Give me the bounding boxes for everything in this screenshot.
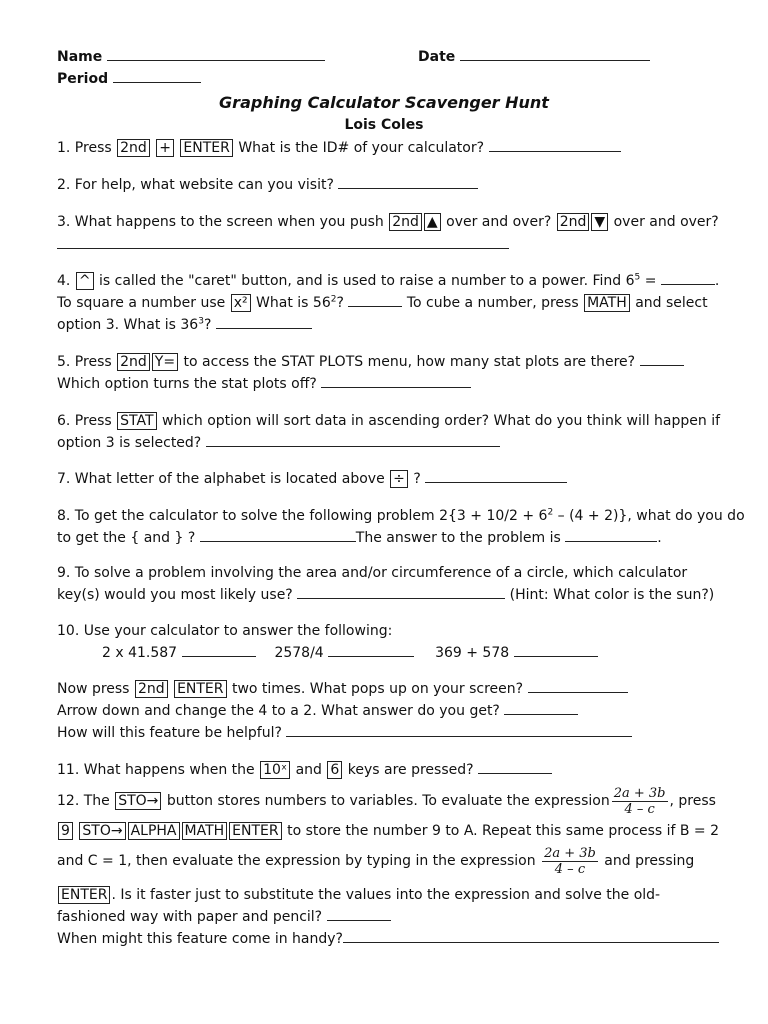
question-3: [57, 213, 719, 231]
q11-text-3: keys are pressed?: [347, 762, 474, 778]
answer-blank[interactable]: [216, 316, 312, 329]
key-alpha: ALPHA: [128, 822, 180, 840]
q3-answer-line: [57, 236, 509, 254]
q7-text: 7. What letter of the alphabet is located above: [57, 471, 385, 487]
exponent: 3: [198, 316, 204, 327]
question-4-line-3: [57, 316, 312, 334]
date-blank[interactable]: [460, 48, 650, 61]
answer-blank[interactable]: [328, 644, 414, 657]
problem-2: 2578/4: [274, 645, 324, 661]
question-12-line-4: [57, 886, 660, 904]
q8-text-4: The answer to the problem is: [355, 530, 561, 546]
exponent: 5: [634, 272, 641, 283]
q4-text-2: is called the "caret" button, and is used to raise a number to a power. Find 6: [99, 273, 635, 289]
key-enter: ENTER: [58, 886, 110, 904]
q4-text-9: option 3. What is 36: [57, 317, 199, 333]
worksheet-title: Graphing Calculator Scavenger Hunt: [219, 93, 549, 112]
question-8-line-2: [57, 529, 662, 547]
q12-text-6: and pressing: [604, 853, 695, 869]
date-line: [418, 48, 650, 66]
q12-text-9: When might this feature come in handy?: [57, 931, 343, 947]
fraction-numerator: 2a + 3b: [544, 845, 596, 861]
answer-blank[interactable]: [321, 375, 471, 388]
name-blank[interactable]: [107, 48, 325, 61]
key-2nd: 2nd: [117, 139, 150, 157]
key-plus: +: [156, 139, 174, 157]
key-sto: STO→: [115, 792, 161, 810]
period-blank[interactable]: [113, 70, 201, 83]
q3-text-2: over and over?: [446, 214, 552, 230]
key-math: MATH: [182, 822, 228, 840]
q8-text-2: – (4 + 2)}, what do you do: [553, 508, 745, 524]
expression-fraction: [542, 846, 598, 877]
question-1: [57, 139, 621, 157]
q5-text-2: to access the STAT PLOTS menu, how many stat plots are there?: [183, 354, 636, 370]
date-label: Date: [418, 49, 456, 65]
q9-text-2: key(s) would you most likely use?: [57, 587, 293, 603]
question-10-problems: [102, 644, 598, 662]
q8-text-3: to get the { and } ?: [57, 530, 196, 546]
question-6-line-2: [57, 434, 500, 452]
answer-blank[interactable]: [206, 434, 500, 447]
answer-blank[interactable]: [565, 529, 657, 542]
q5-text-3: Which option turns the stat plots off?: [57, 376, 317, 392]
q7-text-2: ?: [413, 471, 421, 487]
problem-1: 2 x 41.587: [102, 645, 178, 661]
q1-text-2: What is the ID# of your calculator?: [238, 140, 485, 156]
key-math: MATH: [584, 294, 630, 312]
name-label: Name: [57, 49, 103, 65]
key-2nd: 2nd: [557, 213, 590, 231]
period-line: [57, 70, 201, 88]
key-enter: ENTER: [229, 822, 281, 840]
answer-blank[interactable]: [200, 529, 356, 542]
q3-text: 3. What happens to the screen when you push: [57, 214, 384, 230]
q6-text-3: option 3 is selected?: [57, 435, 202, 451]
q12-text-2: button stores numbers to variables. To evaluate the expression: [166, 793, 610, 809]
q8-text: 8. To get the calculator to solve the following problem 2{3 + 10/2 + 6: [57, 508, 548, 524]
answer-blank[interactable]: [182, 644, 256, 657]
key-stat: STAT: [117, 412, 156, 430]
question-12-line-3: [57, 844, 694, 878]
question-12: [57, 784, 716, 818]
q1-text: 1. Press: [57, 140, 112, 156]
question-4-line-2: [57, 294, 708, 312]
problem-3: 369 + 578: [435, 645, 510, 661]
q10-text-2: Now press: [57, 681, 130, 697]
q5-text: 5. Press: [57, 354, 112, 370]
key-y-equals: Y=: [152, 353, 178, 371]
name-line: [57, 48, 325, 66]
question-10-line-5: [57, 724, 632, 742]
question-10-line-4: [57, 702, 578, 720]
question-2: [57, 176, 478, 194]
period-label: Period: [57, 71, 109, 87]
answer-blank[interactable]: [338, 176, 478, 189]
q4-text-6: ?: [336, 295, 344, 311]
answer-blank[interactable]: [504, 702, 578, 715]
key-down: ▼: [591, 213, 608, 231]
q4-text-4: To square a number use: [57, 295, 226, 311]
answer-blank[interactable]: [348, 294, 402, 307]
q4-period: .: [714, 273, 720, 289]
q10-text-4: Arrow down and change the 4 to a 2. What answer do you get?: [57, 703, 500, 719]
question-9: [57, 564, 687, 582]
q12-text-7: . Is it faster just to substitute the values into the expression and solve the old-: [111, 887, 661, 903]
q10-text: 10. Use your calculator to answer the following:: [57, 623, 393, 639]
author: Lois Coles: [344, 117, 424, 133]
q12-text: 12. The: [57, 793, 110, 809]
q11-text: 11. What happens when the: [57, 762, 255, 778]
q3-text-3: over and over?: [613, 214, 719, 230]
q9-hint: (Hint: What color is the sun?): [509, 587, 715, 603]
key-nine: 9: [58, 822, 73, 840]
question-5: [57, 353, 684, 371]
q12-text-3: , press: [669, 793, 716, 809]
q11-text-2: and: [295, 762, 322, 778]
key-divide: ÷: [390, 470, 408, 488]
fraction-denominator: 4 – c: [624, 801, 655, 817]
question-9-line-2: [57, 586, 714, 604]
key-2nd: 2nd: [389, 213, 422, 231]
key-ten-power-x: 10ˣ: [260, 761, 290, 779]
key-2nd: 2nd: [117, 353, 150, 371]
q10-text-5: How will this feature be helpful?: [57, 725, 282, 741]
q9-text: 9. To solve a problem involving the area and/or circumference of a circle, which calculator: [57, 565, 688, 581]
q6-text-2: which option will sort data in ascending order? What do you think will happen if: [161, 413, 721, 429]
q4-text-3: =: [640, 273, 657, 289]
key-caret: ^: [76, 272, 94, 290]
fraction-denominator: 4 – c: [554, 861, 586, 877]
answer-blank[interactable]: [514, 644, 598, 657]
question-11: [57, 761, 552, 779]
q12-text-5: and C = 1, then evaluate the expression by typing in the expression: [57, 853, 536, 869]
key-x-squared: x²: [231, 294, 251, 312]
question-8: [57, 507, 745, 525]
answer-blank[interactable]: [57, 236, 509, 249]
key-2nd: 2nd: [135, 680, 168, 698]
answer-blank[interactable]: [489, 139, 621, 152]
q12-text-4: to store the number 9 to A. Repeat this same process if B = 2: [287, 823, 720, 839]
q4-text-5: What is 56: [256, 295, 331, 311]
q4-text-8: and select: [635, 295, 708, 311]
question-12-line-2: [57, 822, 719, 840]
q8-period: .: [657, 530, 662, 546]
expression-fraction: [612, 786, 668, 817]
key-enter: ENTER: [174, 680, 226, 698]
question-10-line-3: [57, 680, 628, 698]
question-12-line-5: [57, 908, 391, 926]
answer-blank[interactable]: [661, 272, 715, 285]
key-enter: ENTER: [180, 139, 232, 157]
key-sto: STO→: [79, 822, 125, 840]
q4-text: 4.: [57, 273, 71, 289]
fraction-numerator: 2a + 3b: [613, 785, 666, 801]
key-six: 6: [327, 761, 342, 779]
question-10: [57, 622, 392, 640]
q6-text: 6. Press: [57, 413, 112, 429]
answer-blank[interactable]: [528, 680, 628, 693]
answer-blank[interactable]: [327, 908, 391, 921]
question-6: [57, 412, 720, 430]
question-12-line-6: [57, 930, 719, 948]
question-4: [57, 272, 719, 290]
answer-blank[interactable]: [297, 586, 505, 599]
q10-text-3: two times. What pops up on your screen?: [231, 681, 524, 697]
question-7: [57, 470, 567, 488]
answer-blank[interactable]: [478, 761, 552, 774]
q12-text-8: fashioned way with paper and pencil?: [57, 909, 323, 925]
q4-text-10: ?: [203, 317, 212, 333]
answer-blank[interactable]: [425, 470, 567, 483]
q2-text: 2. For help, what website can you visit?: [57, 177, 334, 193]
key-up: ▲: [424, 213, 441, 231]
answer-blank[interactable]: [640, 353, 684, 366]
question-5-line-2: [57, 375, 471, 393]
exponent: 2: [547, 507, 554, 518]
answer-blank[interactable]: [343, 930, 719, 943]
exponent: 2: [330, 294, 337, 305]
q4-text-7: To cube a number, press: [406, 295, 579, 311]
answer-blank[interactable]: [286, 724, 632, 737]
